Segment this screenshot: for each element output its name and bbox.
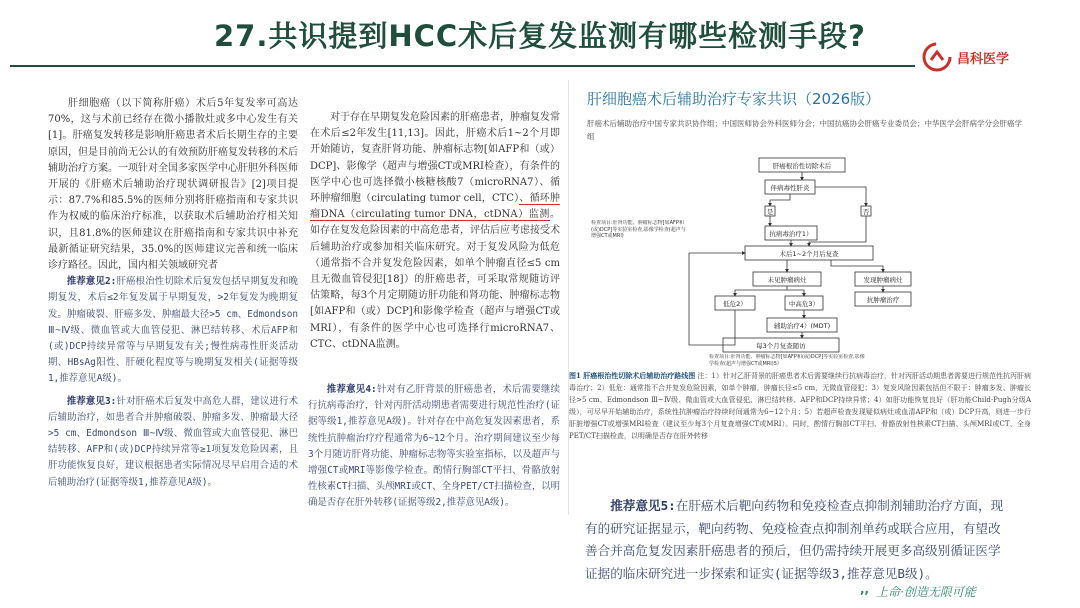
intro-paragraph: 肝细胞癌（以下简称肝癌）术后5年复发率可高达70%，这与术前已经存在微小播散灶或多中心发生有关[1]。肝癌复发转移是影响肝癌患者术后长期生存的主要原因，但是目前尚无公认的有效预防肝癌复发转移的术后辅助治疗方案。一项针对全国多家医学中心肝胆外科医师开展的《肝癌术后辅助治疗现状调研报告》[2]项目提示：87.7%和85.5%的医师分别将肝癌指南和专家共识作为权威的临床治疗标准，以获取术后辅助治疗相关知识，且81.8%的医师建议在肝癌指南和专家共识中补充最新循证研究结果，35.0%的医师建议完善和统一临床诊疗路径。因此，国内相关领域研究者 xyxy=(48,98,298,272)
rec2-text: 肝癌根治性切除术后复发包括早期复发和晚期复发，术后≤2年复发属于早期复发，>2年复发为晚期复发。肿瘤破裂、肝癌多发、肿瘤最大径>5 cm、Edmondson Ⅲ~Ⅳ级、微血管或大血管侵犯、淋巴结转移、术后AFP和(或)DCP持续异常等与早期复发有关;慢性病毒性肝炎活动期、HBsAg阳性、肝硬化程度等与晚期复发相关(证据等级1,推荐意见A级)。 xyxy=(48,276,298,385)
figure-label: 图1 肝癌根治性切除术后辅助治疗路线图 xyxy=(569,371,696,380)
middle-column-rec xyxy=(308,382,560,512)
flow-node-adjuvant: 辅助治疗4）(MDT) xyxy=(773,322,831,330)
slogan: 上命·创造无限可能 xyxy=(876,585,976,599)
flow-node-antitumor: 抗肿瘤治疗 xyxy=(866,296,900,304)
followup-text-b: 。如存在复发危险因素的中高危患者，评估后应考虑接受术后辅助治疗或参加相关临床研究。对于复发风险为低危（通常指不合并复发危险因素，如单个肿瘤直径≤5 cm且无微血管侵犯[18]）的肝癌患者，可采取常规随访评估策略，每3个月定期随访肝功能和肾功能、肿瘤标志物[如AFP和（或）DCP]和影像学检查（超声与增强CT或MRI），有条件的医学中心也可选择行microRNA7、CTC、ctDNA监测。 xyxy=(310,209,560,350)
recommendation-3 xyxy=(48,394,298,491)
highlighted-ctdna: 、循环肿瘤DNA（circulating tumor DNA，ctDNA）监测 xyxy=(310,193,561,221)
consensus-title: 肝细胞癌术后辅助治疗专家共识（2026版） xyxy=(587,90,881,108)
recommendation-2 xyxy=(48,274,298,387)
brand-logo xyxy=(922,42,1009,72)
rec3-label: 推荐意见3: xyxy=(66,395,117,407)
flow-node-high-risk: 中高危3） xyxy=(788,300,820,308)
flow-node-tumor-found: 发现肿瘤病灶 xyxy=(863,276,903,284)
slogan-mark: ,, xyxy=(860,582,870,596)
rec4-label: 推荐意见4: xyxy=(326,384,377,395)
flow-side-note-1: 检查项目:肝肾功能、肿瘤标志物[如AFP和(或)DCP]等实验室检查,影像学检查(超声与增强CT或MRI) xyxy=(591,220,686,239)
consensus-authors: 肝癌术后辅助治疗中国专家共识协作组；中国医师协会外科医师分会；中国抗癌协会肝癌专业委员会；中华医学会肝病学分会肝癌学组 xyxy=(587,119,1022,141)
followup-paragraph xyxy=(310,110,560,353)
brand-name: 昌科医学 xyxy=(957,51,1010,67)
flow-yes: 是 xyxy=(766,208,774,216)
flow-node-no-tumor: 未见肿瘤病灶 xyxy=(767,276,807,284)
brand-logo-icon xyxy=(922,42,952,72)
figure-caption-text: 注：1）针对乙肝背景的肝癌患者术后需要继续行抗病毒治疗，针对丙肝活动期患者需要进行规范性抗丙肝病毒治疗；2）低危：通常指不合并复发危险因素，如单个肿瘤，肿瘤长径≤5 cm，无微血管侵犯；3）复发风险因素包括但不限于：肿瘤多发、肿瘤长径>5 cm、Edmondson Ⅲ~Ⅳ级、微血管或大血管侵犯、淋巴结转移、AFP和DCP持续异常；4）如肝功能恢复良好（肝功能Child-Pugh分级A级），可尽早开始辅助治疗，系统性抗肿瘤治疗持续时间通常为6~12个月；5）若超声检查发现疑似病灶或血清AFP和（或）DCP升高，则进一步行肝脏增强CT或增强MRI检查（建议至少每3个月复查增强CT或MRI）。同时，酌情行胸部CT平扫、骨骼放射性核素CT扫描、头颅MRI或CT、全身PET/CT扫描检查，以明确是否存在肝外转移 xyxy=(569,372,1031,440)
flow-node-low-risk: 低危2） xyxy=(723,300,747,308)
flow-node-recheck: 术后1~2个月后复查 xyxy=(779,250,839,258)
left-column xyxy=(48,96,298,491)
flow-node-followup: 每3个月复查随访 xyxy=(756,342,806,350)
flow-side-note-2: 检查项目:肝肾功能、肿瘤标志物[如AFP和(或)DCP]等实验室检查,影像学检查(超声与增强CT或MRI)5） xyxy=(709,354,865,367)
rec5-text: 在肝癌术后靶向药物和免疫检查点抑制剂辅助治疗方面，现有的研究证据显示，靶向药物、免疫检查点抑制剂单药或联合应用，有望改善合并高危复发因素肝癌患者的预后，但仍需持续开展更多高级别循证医学证据的临床研究进一步探索和证实(证据等级3,推荐意见B级)。 xyxy=(585,498,1004,581)
flow-node-surgery: 肝癌根治性切除术后 xyxy=(772,162,832,170)
flow-no: 否 xyxy=(862,208,870,216)
rec3-text: 针对肝癌术后复发中高危人群，建议进行术后辅助治疗，如患者合并肿瘤破裂、肿瘤多发、肿瘤最大径>5 cm、Edmondson Ⅲ~Ⅳ级、微血管或大血管侵犯、淋巴结转移、AFP和(或)DCP持续异常等≥1项复发危险因素，且肝功能恢复良好，建议根据患者实际情况尽早启用合适的术后辅助治疗(证据等级1,推荐意见A级)。 xyxy=(48,395,298,488)
recommendation-4 xyxy=(308,382,560,512)
consensus-excerpt xyxy=(568,80,1030,515)
rec2-label: 推荐意见2: xyxy=(66,276,117,288)
title-divider xyxy=(10,65,915,67)
recommendation-5 xyxy=(585,495,1005,585)
followup-text-a: 对于存在早期复发危险因素的肝癌患者，肿瘤复发常在术后≤2年发生[11,13]。因此，肝癌术后1~2个月即开始随访，复查肝肾功能、肿瘤标志物[如AFP和（或）DCP]、影像学（超声与增强CT或MRI检查），有条件的医学中心也可选择微小核糖核酸7（microRNA7）、循环肿瘤细胞（circulating tumor cell，CTC） xyxy=(310,112,560,205)
flow-node-antiviral: 抗病毒治疗1） xyxy=(769,230,813,238)
rec4-text: 针对有乙肝背景的肝癌患者，术后需要继续行抗病毒治疗，针对丙肝活动期患者需要进行规范性治疗(证据等级1,推荐意见A级)。针对存在中高危复发因素患者，系统性抗肿瘤治疗疗程通常为6~12个月。治疗期间建议至少每3个月随访肝肾功能、肿瘤标志物等实验室指标，以及超声与增强CT或MRI等影像学检查。酌情行胸部CT平扫、骨骼放射性核素CT扫描、头颅MRI或CT、全身PET/CT扫描检查，以明确是否存在肝外转移(证据等级2,推荐意见A级)。 xyxy=(308,384,560,509)
page-title: 27.共识提到HCC术后复发监测有哪些检测手段? xyxy=(213,19,867,53)
middle-column xyxy=(310,110,560,353)
figure-caption xyxy=(569,370,1031,442)
flow-node-hepatitis: 伴病毒性肝炎 xyxy=(770,184,810,192)
rec5-label: 推荐意见5: xyxy=(610,498,676,513)
